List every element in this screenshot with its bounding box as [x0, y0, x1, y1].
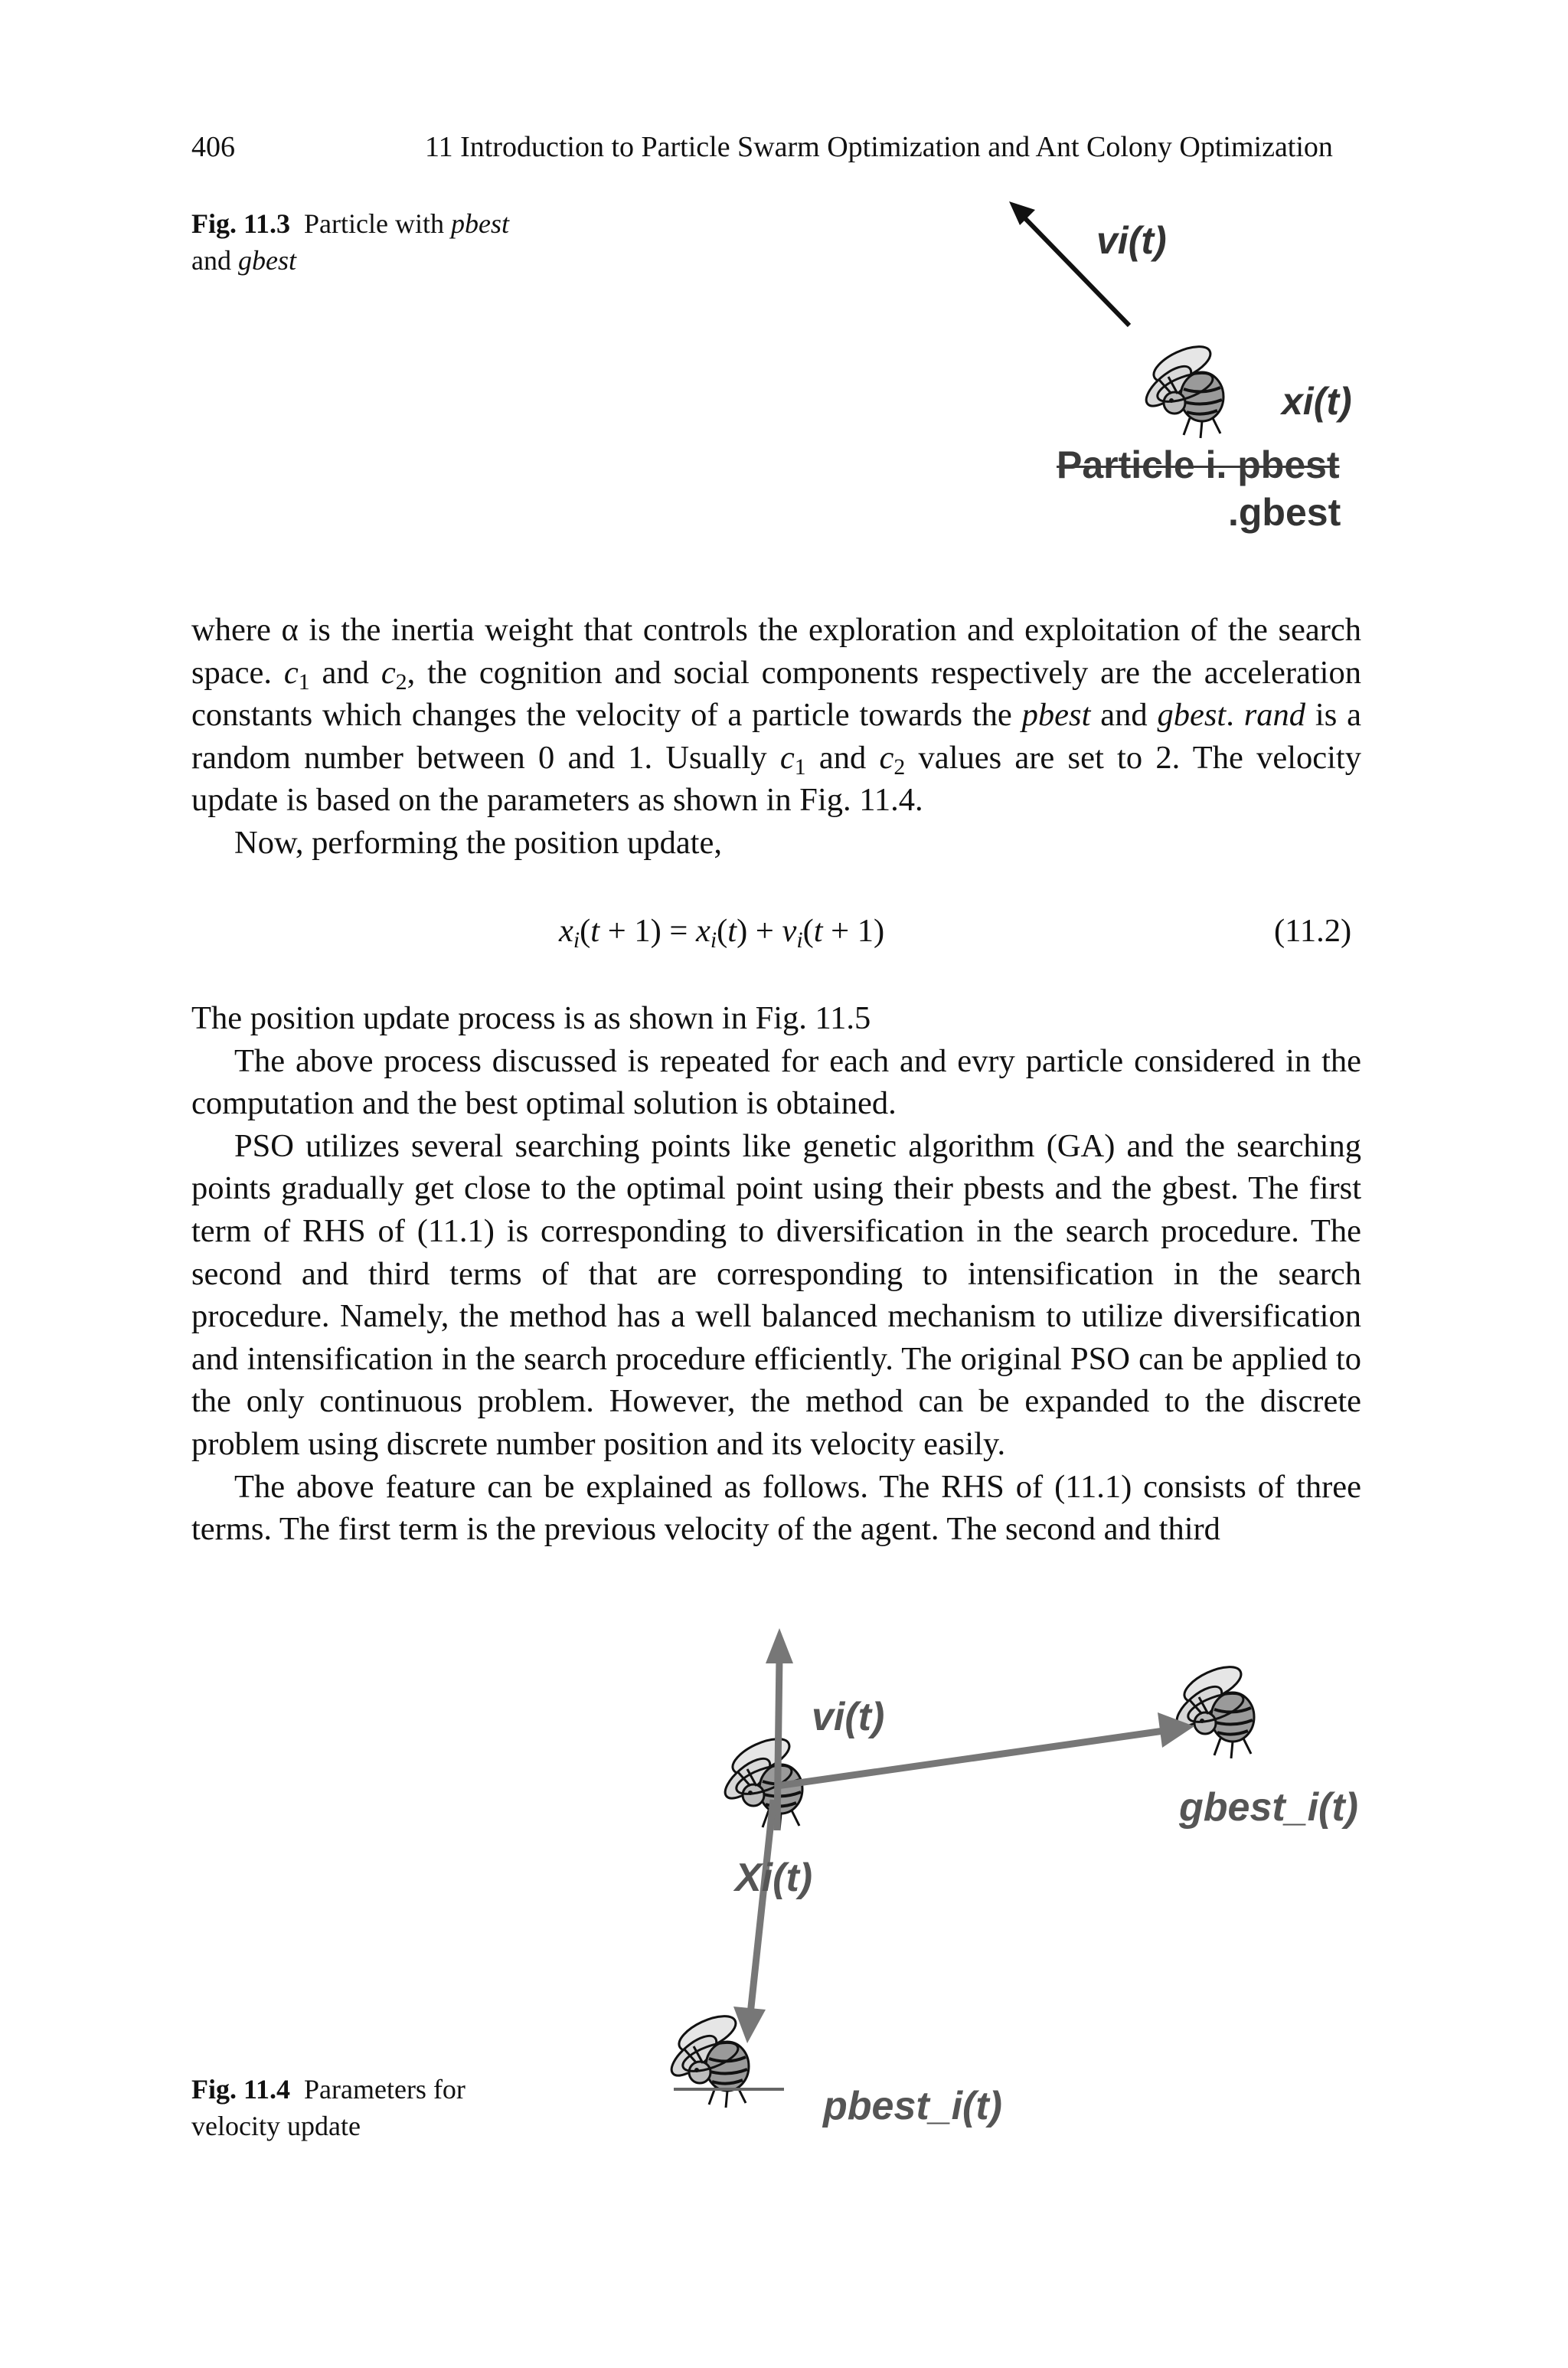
- subscript: 1: [298, 669, 310, 695]
- paragraph: PSO utilizes several searching points like genetic algorithm (GA) and the searching points gradually get close to the optimal point using their pbests and the gbest. The first term of RHS of (11.1) is corresponding to diversification in the search procedure. The second and third terms of that are corresponding to intensification in the search procedure. Namely, the method has a well balanced mechanism to utilize diversification and intensification in the search procedure efficiently. The original PSO can be applied to the only continuous problem. However, the method can be expanded to the discrete problem using discrete number position and its velocity easily.: [191, 1127, 1361, 1462]
- particle-label: Particle i. pbest: [1057, 443, 1340, 486]
- figure-11-4-caption: [191, 2071, 528, 2144]
- eq-paren: (: [802, 913, 814, 949]
- gbest-bee-icon: [1171, 1660, 1254, 1758]
- figure-11-3-label: Fig. 11.3: [191, 208, 291, 239]
- position-label: Xi(t): [735, 1856, 813, 1900]
- eq-x: x: [559, 913, 573, 949]
- text: and: [805, 739, 880, 776]
- page-number: 406: [191, 131, 235, 163]
- subscript: 2: [893, 754, 906, 780]
- text: values are set to 2. The velocity update is based on the parameters as shown in Fig. 11.4.: [191, 739, 1361, 819]
- eq-sub: i: [710, 927, 717, 953]
- pbest-vector: [750, 1800, 773, 2014]
- paragraph: Now, performing the position update,: [234, 824, 722, 861]
- particle-bee-icon: [1140, 339, 1223, 438]
- text: and: [1090, 697, 1158, 734]
- eq-paren: (: [580, 913, 591, 949]
- eq-op: ) +: [737, 913, 782, 949]
- c2-symbol: c: [381, 654, 396, 691]
- rand-term: rand: [1243, 697, 1306, 734]
- pbest-label: pbest_i(t): [823, 2084, 1002, 2128]
- velocity-label: vi(t): [1096, 219, 1167, 262]
- eq-v: v: [782, 913, 797, 949]
- alpha-symbol: α: [281, 612, 299, 648]
- velocity-vector: [777, 1657, 779, 1830]
- gbest-label: gbest_i(t): [1179, 1785, 1358, 1830]
- text: and: [309, 654, 381, 691]
- equation-number: (11.2): [1274, 913, 1352, 949]
- pbest-arrowhead: [733, 2007, 766, 2043]
- eq-sub: i: [573, 927, 580, 953]
- c1-symbol: c: [283, 654, 299, 691]
- c2-symbol: c: [879, 739, 894, 776]
- paragraph: [191, 609, 1361, 822]
- caption-em: pbest: [450, 208, 509, 239]
- text: , the cognition and social components respectively are the acceleration constants which changes the velocity of a particle towards the: [191, 654, 1361, 734]
- pbest-bee-icon: [665, 2009, 749, 2108]
- body-text-upper: [191, 609, 1361, 865]
- caption-text: and: [191, 245, 238, 276]
- gbest-term: gbest: [1157, 697, 1227, 734]
- body-text-lower: [191, 997, 1361, 1551]
- paragraph: The above feature can be explained as follows. The RHS of (11.1) consists of three terms. The first term is the previous velocity of the agent. The second and third: [191, 1468, 1361, 1548]
- subscript: 1: [794, 754, 806, 780]
- equation-11-2: [559, 910, 884, 953]
- eq-x: x: [695, 913, 710, 949]
- caption-text: Parameters for velocity update: [191, 2074, 466, 2141]
- paragraph: The position update process is as shown in Fig. 11.5: [191, 1000, 871, 1036]
- eq-op: + 1) =: [599, 913, 696, 949]
- gbest-label: .gbest: [1228, 491, 1341, 534]
- eq-t: t: [813, 913, 823, 949]
- position-label: xi(t): [1282, 380, 1352, 423]
- caption-text: Particle with: [304, 208, 451, 239]
- subscript: 2: [395, 669, 407, 695]
- c1-symbol: c: [779, 739, 795, 776]
- text: .: [1226, 697, 1244, 734]
- figure-11-4-label: Fig. 11.4: [191, 2074, 291, 2105]
- velocity-label: vi(t): [812, 1695, 885, 1739]
- text: is a random number between 0 and 1. Usually: [191, 697, 1362, 776]
- eq-t: t: [727, 913, 737, 949]
- eq-sub: i: [796, 927, 803, 953]
- text: where: [191, 612, 282, 648]
- velocity-arrowhead: [766, 1628, 793, 1663]
- eq-paren: (: [717, 913, 728, 949]
- running-head: 11 Introduction to Particle Swarm Optimization and Ant Colony Optimization: [425, 131, 1333, 163]
- paragraph: The above process discussed is repeated for each and evry particle considered in the computation and the best optimal solution is obtained.: [191, 1042, 1361, 1122]
- caption-em: gbest: [237, 245, 296, 276]
- text: is the inertia weight that controls the exploration and exploitation of the search space.: [191, 612, 1361, 691]
- eq-op: + 1): [822, 913, 885, 949]
- pbest-term: pbest: [1021, 697, 1091, 734]
- eq-t: t: [590, 913, 600, 949]
